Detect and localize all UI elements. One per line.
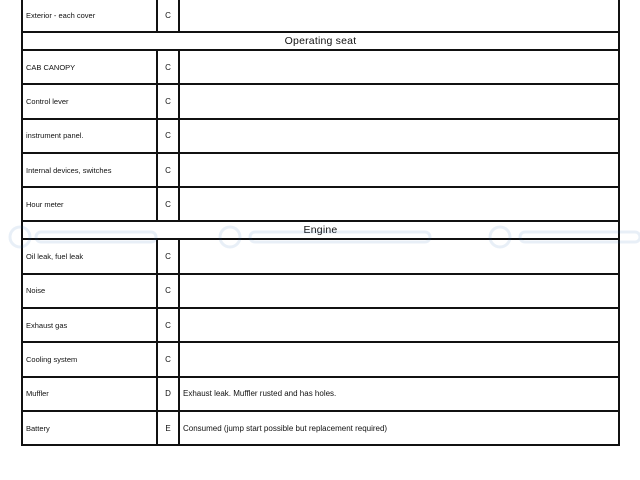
item-remark [179, 274, 619, 308]
inspection-table [21, 0, 620, 446]
table-row [22, 377, 619, 411]
item-label: Internal devices, switches [22, 153, 157, 187]
item-remark: Consumed (jump start possible but replacement required) [179, 411, 619, 445]
item-grade: C [157, 153, 179, 187]
item-grade: C [157, 274, 179, 308]
item-remark [179, 153, 619, 187]
section-title: Engine [22, 221, 619, 239]
item-grade: C [157, 308, 179, 342]
item-remark [179, 342, 619, 376]
section-header-operating-seat [22, 32, 619, 50]
table-row [22, 411, 619, 445]
item-grade: C [157, 84, 179, 118]
table-row [22, 308, 619, 342]
item-grade: E [157, 411, 179, 445]
item-label: Oil leak, fuel leak [22, 239, 157, 273]
item-remark [179, 84, 619, 118]
item-label: Exhaust gas [22, 308, 157, 342]
item-label: Battery [22, 411, 157, 445]
table-row [22, 84, 619, 118]
item-label: CAB CANOPY [22, 50, 157, 84]
section-header-engine [22, 221, 619, 239]
item-remark [179, 187, 619, 221]
table-row [22, 0, 619, 32]
table-row [22, 153, 619, 187]
item-remark [179, 119, 619, 153]
item-remark [179, 50, 619, 84]
item-grade: C [157, 0, 179, 32]
item-grade: C [157, 50, 179, 84]
item-grade: D [157, 377, 179, 411]
item-grade: C [157, 187, 179, 221]
table-row [22, 187, 619, 221]
item-label: Hour meter [22, 187, 157, 221]
table-row [22, 50, 619, 84]
table-row [22, 239, 619, 273]
item-grade: C [157, 342, 179, 376]
item-label: instrument panel. [22, 119, 157, 153]
item-label: Cooling system [22, 342, 157, 376]
item-grade: C [157, 239, 179, 273]
inspection-sheet [21, 0, 618, 446]
item-remark [179, 239, 619, 273]
item-label: Noise [22, 274, 157, 308]
item-label: Control lever [22, 84, 157, 118]
item-remark: Exhaust leak. Muffler rusted and has holes. [179, 377, 619, 411]
item-remark [179, 308, 619, 342]
table-row [22, 274, 619, 308]
table-row [22, 119, 619, 153]
item-label: Muffler [22, 377, 157, 411]
item-grade: C [157, 119, 179, 153]
section-title: Operating seat [22, 32, 619, 50]
table-row [22, 342, 619, 376]
item-remark [179, 0, 619, 32]
item-label: Exterior - each cover [22, 0, 157, 32]
